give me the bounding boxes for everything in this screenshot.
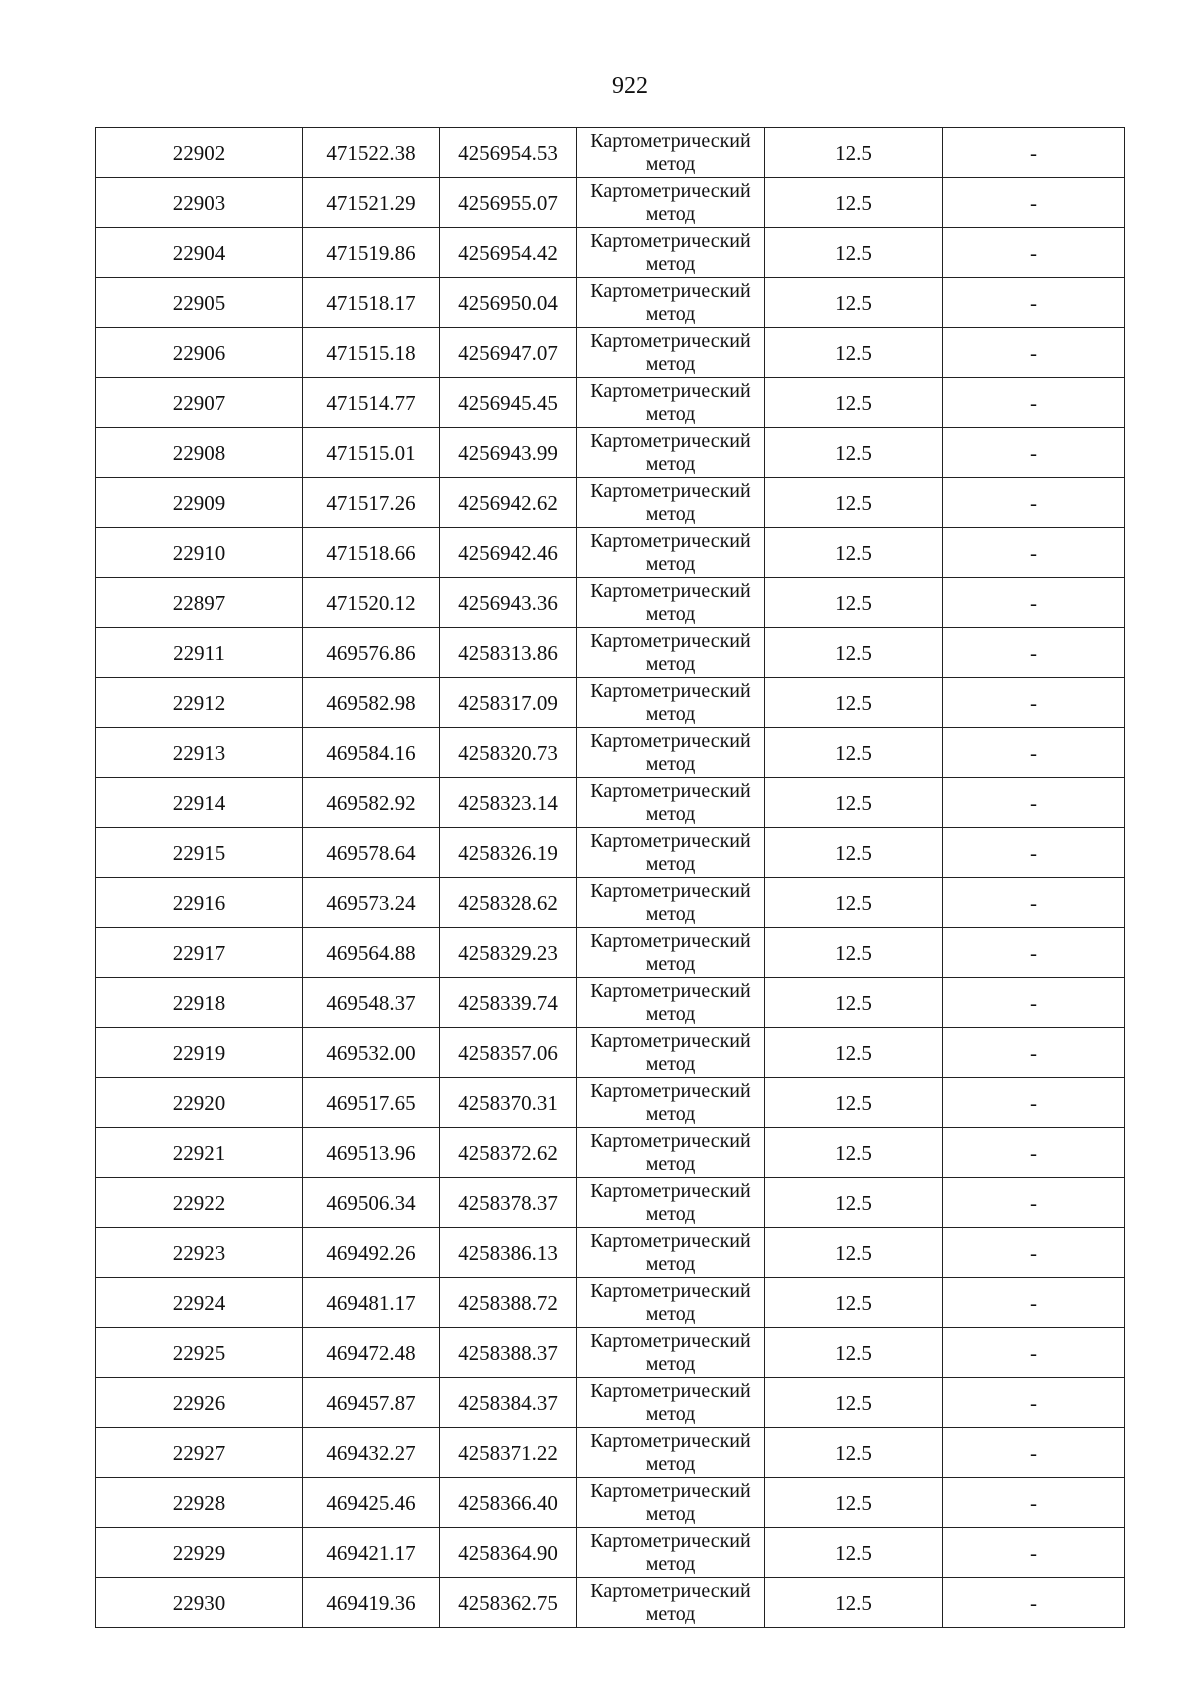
method-line-2: метод: [645, 1152, 696, 1175]
method-line-1: Картометрический: [590, 1279, 751, 1302]
point-number-cell: 22910: [96, 528, 303, 578]
method-line-1: Картометрический: [590, 929, 751, 952]
y-coordinate-cell: 4256945.45: [440, 378, 577, 428]
page-number: 922: [612, 73, 648, 99]
accuracy-cell: 12.5: [765, 1528, 943, 1578]
accuracy-cell: 12.5: [765, 1378, 943, 1428]
point-number-cell: 22918: [96, 978, 303, 1028]
y-coordinate-cell: 4258317.09: [440, 678, 577, 728]
method-line-2: метод: [645, 1252, 696, 1275]
method-cell: [577, 228, 765, 278]
point-number-cell: 22917: [96, 928, 303, 978]
method-cell: [577, 1478, 765, 1528]
point-number-cell: 22922: [96, 1178, 303, 1228]
method-line-1: Картометрический: [590, 479, 751, 502]
description-cell: -: [943, 1278, 1125, 1328]
accuracy-cell: 12.5: [765, 1278, 943, 1328]
method-cell: [577, 1528, 765, 1578]
method-line-2: метод: [645, 202, 696, 225]
method-cell: [577, 378, 765, 428]
method-line-2: метод: [645, 702, 696, 725]
method-cell: [577, 1178, 765, 1228]
x-coordinate-cell: 469578.64: [303, 828, 440, 878]
y-coordinate-cell: 4258370.31: [440, 1078, 577, 1128]
accuracy-cell: 12.5: [765, 278, 943, 328]
accuracy-cell: 12.5: [765, 1228, 943, 1278]
accuracy-cell: 12.5: [765, 828, 943, 878]
table-row: [96, 1028, 1125, 1078]
method-line-2: метод: [645, 902, 696, 925]
y-coordinate-cell: 4258384.37: [440, 1378, 577, 1428]
y-coordinate-cell: 4258339.74: [440, 978, 577, 1028]
method-line-2: метод: [645, 602, 696, 625]
method-line-2: метод: [645, 752, 696, 775]
x-coordinate-cell: 469513.96: [303, 1128, 440, 1178]
y-coordinate-cell: 4258320.73: [440, 728, 577, 778]
x-coordinate-cell: 471519.86: [303, 228, 440, 278]
point-number-cell: 22903: [96, 178, 303, 228]
method-line-1: Картометрический: [590, 1329, 751, 1352]
description-cell: -: [943, 678, 1125, 728]
point-number-cell: 22906: [96, 328, 303, 378]
point-number-cell: 22929: [96, 1528, 303, 1578]
method-line-1: Картометрический: [590, 629, 751, 652]
y-coordinate-cell: 4258371.22: [440, 1428, 577, 1478]
x-coordinate-cell: 469548.37: [303, 978, 440, 1028]
x-coordinate-cell: 469472.48: [303, 1328, 440, 1378]
method-cell: [577, 978, 765, 1028]
method-line-1: Картометрический: [590, 229, 751, 252]
table-row: [96, 178, 1125, 228]
accuracy-cell: 12.5: [765, 478, 943, 528]
method-line-1: Картометрический: [590, 729, 751, 752]
y-coordinate-cell: 4258366.40: [440, 1478, 577, 1528]
y-coordinate-cell: 4256947.07: [440, 328, 577, 378]
x-coordinate-cell: 471515.01: [303, 428, 440, 478]
x-coordinate-cell: 469457.87: [303, 1378, 440, 1428]
table-row: [96, 778, 1125, 828]
table-row: [96, 728, 1125, 778]
method-cell: [577, 128, 765, 178]
method-line-1: Картометрический: [590, 1529, 751, 1552]
point-number-cell: 22914: [96, 778, 303, 828]
point-number-cell: 22926: [96, 1378, 303, 1428]
description-cell: -: [943, 378, 1125, 428]
method-line-2: метод: [645, 1002, 696, 1025]
method-cell: [577, 1378, 765, 1428]
x-coordinate-cell: 471518.66: [303, 528, 440, 578]
method-cell: [577, 178, 765, 228]
method-line-1: Картометрический: [590, 279, 751, 302]
table-row: [96, 278, 1125, 328]
x-coordinate-cell: 471521.29: [303, 178, 440, 228]
method-line-2: метод: [645, 1502, 696, 1525]
accuracy-cell: 12.5: [765, 178, 943, 228]
table-row: [96, 128, 1125, 178]
table-row: [96, 828, 1125, 878]
description-cell: -: [943, 828, 1125, 878]
method-line-1: Картометрический: [590, 1079, 751, 1102]
method-line-1: Картометрический: [590, 179, 751, 202]
method-cell: [577, 428, 765, 478]
x-coordinate-cell: 469421.17: [303, 1528, 440, 1578]
accuracy-cell: 12.5: [765, 1428, 943, 1478]
y-coordinate-cell: 4258386.13: [440, 1228, 577, 1278]
point-number-cell: 22897: [96, 578, 303, 628]
point-number-cell: 22911: [96, 628, 303, 678]
method-cell: [577, 478, 765, 528]
description-cell: -: [943, 478, 1125, 528]
method-cell: [577, 1278, 765, 1328]
point-number-cell: 22927: [96, 1428, 303, 1478]
point-number-cell: 22916: [96, 878, 303, 928]
method-line-2: метод: [645, 352, 696, 375]
accuracy-cell: 12.5: [765, 378, 943, 428]
method-line-2: метод: [645, 1202, 696, 1225]
table-row: [96, 228, 1125, 278]
method-cell: [577, 528, 765, 578]
point-number-cell: 22919: [96, 1028, 303, 1078]
y-coordinate-cell: 4258326.19: [440, 828, 577, 878]
accuracy-cell: 12.5: [765, 1078, 943, 1128]
y-coordinate-cell: 4258357.06: [440, 1028, 577, 1078]
x-coordinate-cell: 469432.27: [303, 1428, 440, 1478]
method-cell: [577, 728, 765, 778]
x-coordinate-cell: 469564.88: [303, 928, 440, 978]
method-line-1: Картометрический: [590, 779, 751, 802]
accuracy-cell: 12.5: [765, 1578, 943, 1628]
y-coordinate-cell: 4256943.99: [440, 428, 577, 478]
y-coordinate-cell: 4258378.37: [440, 1178, 577, 1228]
method-line-2: метод: [645, 1052, 696, 1075]
table-row: [96, 978, 1125, 1028]
method-line-2: метод: [645, 952, 696, 975]
point-number-cell: 22907: [96, 378, 303, 428]
y-coordinate-cell: 4258372.62: [440, 1128, 577, 1178]
method-cell: [577, 678, 765, 728]
method-cell: [577, 1428, 765, 1478]
accuracy-cell: 12.5: [765, 628, 943, 678]
point-number-cell: 22921: [96, 1128, 303, 1178]
point-number-cell: 22908: [96, 428, 303, 478]
method-line-2: метод: [645, 852, 696, 875]
x-coordinate-cell: 469419.36: [303, 1578, 440, 1628]
x-coordinate-cell: 471514.77: [303, 378, 440, 428]
method-line-2: метод: [645, 152, 696, 175]
table-row: [96, 1528, 1125, 1578]
point-number-cell: 22920: [96, 1078, 303, 1128]
accuracy-cell: 12.5: [765, 578, 943, 628]
description-cell: -: [943, 928, 1125, 978]
y-coordinate-cell: 4258362.75: [440, 1578, 577, 1628]
description-cell: -: [943, 628, 1125, 678]
y-coordinate-cell: 4258328.62: [440, 878, 577, 928]
description-cell: -: [943, 1378, 1125, 1428]
method-line-1: Картометрический: [590, 1229, 751, 1252]
method-line-2: метод: [645, 252, 696, 275]
accuracy-cell: 12.5: [765, 1328, 943, 1378]
description-cell: -: [943, 578, 1125, 628]
x-coordinate-cell: 471518.17: [303, 278, 440, 328]
x-coordinate-cell: 471517.26: [303, 478, 440, 528]
table-row: [96, 1478, 1125, 1528]
description-cell: -: [943, 328, 1125, 378]
method-line-1: Картометрический: [590, 329, 751, 352]
method-cell: [577, 578, 765, 628]
method-cell: [577, 1078, 765, 1128]
x-coordinate-cell: 469576.86: [303, 628, 440, 678]
method-line-1: Картометрический: [590, 1479, 751, 1502]
table-row: [96, 1228, 1125, 1278]
point-number-cell: 22913: [96, 728, 303, 778]
method-line-2: метод: [645, 402, 696, 425]
method-line-1: Картометрический: [590, 429, 751, 452]
point-number-cell: 22905: [96, 278, 303, 328]
y-coordinate-cell: 4258323.14: [440, 778, 577, 828]
y-coordinate-cell: 4258313.86: [440, 628, 577, 678]
accuracy-cell: 12.5: [765, 428, 943, 478]
table-row: [96, 378, 1125, 428]
method-cell: [577, 328, 765, 378]
method-line-1: Картометрический: [590, 129, 751, 152]
method-line-1: Картометрический: [590, 879, 751, 902]
table-row: [96, 628, 1125, 678]
accuracy-cell: 12.5: [765, 328, 943, 378]
x-coordinate-cell: 469582.98: [303, 678, 440, 728]
accuracy-cell: 12.5: [765, 1178, 943, 1228]
x-coordinate-cell: 469582.92: [303, 778, 440, 828]
method-cell: [577, 1328, 765, 1378]
description-cell: -: [943, 1178, 1125, 1228]
coordinates-table: [95, 127, 1125, 1628]
x-coordinate-cell: 469492.26: [303, 1228, 440, 1278]
description-cell: -: [943, 1578, 1125, 1628]
table-row: [96, 1128, 1125, 1178]
table-row: [96, 1428, 1125, 1478]
method-cell: [577, 278, 765, 328]
accuracy-cell: 12.5: [765, 1028, 943, 1078]
table-row: [96, 1278, 1125, 1328]
method-line-1: Картометрический: [590, 1129, 751, 1152]
description-cell: -: [943, 278, 1125, 328]
table-row: [96, 678, 1125, 728]
accuracy-cell: 12.5: [765, 128, 943, 178]
method-line-2: метод: [645, 452, 696, 475]
method-line-1: Картометрический: [590, 379, 751, 402]
accuracy-cell: 12.5: [765, 678, 943, 728]
method-line-1: Картометрический: [590, 829, 751, 852]
table-row: [96, 1328, 1125, 1378]
y-coordinate-cell: 4256955.07: [440, 178, 577, 228]
description-cell: -: [943, 228, 1125, 278]
x-coordinate-cell: 469517.65: [303, 1078, 440, 1128]
method-line-2: метод: [645, 802, 696, 825]
table-row: [96, 1378, 1125, 1428]
description-cell: -: [943, 1528, 1125, 1578]
method-line-1: Картометрический: [590, 979, 751, 1002]
accuracy-cell: 12.5: [765, 728, 943, 778]
y-coordinate-cell: 4256954.42: [440, 228, 577, 278]
description-cell: -: [943, 178, 1125, 228]
y-coordinate-cell: 4258364.90: [440, 1528, 577, 1578]
table-row: [96, 528, 1125, 578]
description-cell: -: [943, 1478, 1125, 1528]
table-row: [96, 1078, 1125, 1128]
accuracy-cell: 12.5: [765, 928, 943, 978]
y-coordinate-cell: 4256950.04: [440, 278, 577, 328]
method-line-2: метод: [645, 1552, 696, 1575]
description-cell: -: [943, 1228, 1125, 1278]
method-line-2: метод: [645, 1602, 696, 1625]
method-line-1: Картометрический: [590, 1429, 751, 1452]
coordinates-table-body: [96, 128, 1125, 1628]
description-cell: -: [943, 528, 1125, 578]
method-line-2: метод: [645, 652, 696, 675]
point-number-cell: 22915: [96, 828, 303, 878]
method-line-1: Картометрический: [590, 529, 751, 552]
y-coordinate-cell: 4258388.37: [440, 1328, 577, 1378]
method-cell: [577, 1578, 765, 1628]
accuracy-cell: 12.5: [765, 528, 943, 578]
accuracy-cell: 12.5: [765, 878, 943, 928]
method-line-1: Картометрический: [590, 579, 751, 602]
method-line-2: метод: [645, 1102, 696, 1125]
accuracy-cell: 12.5: [765, 778, 943, 828]
x-coordinate-cell: 471520.12: [303, 578, 440, 628]
x-coordinate-cell: 471515.18: [303, 328, 440, 378]
accuracy-cell: 12.5: [765, 1478, 943, 1528]
x-coordinate-cell: 469481.17: [303, 1278, 440, 1328]
y-coordinate-cell: 4258388.72: [440, 1278, 577, 1328]
description-cell: -: [943, 1078, 1125, 1128]
description-cell: -: [943, 778, 1125, 828]
method-line-1: Картометрический: [590, 1029, 751, 1052]
point-number-cell: 22930: [96, 1578, 303, 1628]
method-cell: [577, 1028, 765, 1078]
method-cell: [577, 928, 765, 978]
x-coordinate-cell: 469573.24: [303, 878, 440, 928]
description-cell: -: [943, 728, 1125, 778]
point-number-cell: 22904: [96, 228, 303, 278]
method-line-1: Картометрический: [590, 679, 751, 702]
table-row: [96, 328, 1125, 378]
method-line-2: метод: [645, 552, 696, 575]
method-line-2: метод: [645, 1402, 696, 1425]
description-cell: -: [943, 428, 1125, 478]
description-cell: -: [943, 1428, 1125, 1478]
table-row: [96, 478, 1125, 528]
table-row: [96, 1578, 1125, 1628]
table-row: [96, 578, 1125, 628]
method-cell: [577, 628, 765, 678]
method-line-2: метод: [645, 1452, 696, 1475]
method-cell: [577, 1128, 765, 1178]
point-number-cell: 22923: [96, 1228, 303, 1278]
y-coordinate-cell: 4258329.23: [440, 928, 577, 978]
table-row: [96, 928, 1125, 978]
point-number-cell: 22912: [96, 678, 303, 728]
x-coordinate-cell: 469506.34: [303, 1178, 440, 1228]
method-line-1: Картометрический: [590, 1379, 751, 1402]
method-cell: [577, 778, 765, 828]
x-coordinate-cell: 469532.00: [303, 1028, 440, 1078]
y-coordinate-cell: 4256954.53: [440, 128, 577, 178]
method-line-1: Картометрический: [590, 1179, 751, 1202]
point-number-cell: 22902: [96, 128, 303, 178]
method-cell: [577, 878, 765, 928]
point-number-cell: 22928: [96, 1478, 303, 1528]
method-line-2: метод: [645, 1302, 696, 1325]
table-row: [96, 428, 1125, 478]
y-coordinate-cell: 4256942.46: [440, 528, 577, 578]
table-row: [96, 878, 1125, 928]
method-line-2: метод: [645, 302, 696, 325]
description-cell: -: [943, 1128, 1125, 1178]
x-coordinate-cell: 469584.16: [303, 728, 440, 778]
description-cell: -: [943, 878, 1125, 928]
description-cell: -: [943, 978, 1125, 1028]
method-line-1: Картометрический: [590, 1579, 751, 1602]
point-number-cell: 22925: [96, 1328, 303, 1378]
method-line-2: метод: [645, 1352, 696, 1375]
accuracy-cell: 12.5: [765, 978, 943, 1028]
method-cell: [577, 828, 765, 878]
table-row: [96, 1178, 1125, 1228]
description-cell: -: [943, 128, 1125, 178]
description-cell: -: [943, 1328, 1125, 1378]
y-coordinate-cell: 4256943.36: [440, 578, 577, 628]
point-number-cell: 22909: [96, 478, 303, 528]
method-line-2: метод: [645, 502, 696, 525]
x-coordinate-cell: 469425.46: [303, 1478, 440, 1528]
x-coordinate-cell: 471522.38: [303, 128, 440, 178]
point-number-cell: 22924: [96, 1278, 303, 1328]
accuracy-cell: 12.5: [765, 1128, 943, 1178]
description-cell: -: [943, 1028, 1125, 1078]
y-coordinate-cell: 4256942.62: [440, 478, 577, 528]
method-cell: [577, 1228, 765, 1278]
accuracy-cell: 12.5: [765, 228, 943, 278]
